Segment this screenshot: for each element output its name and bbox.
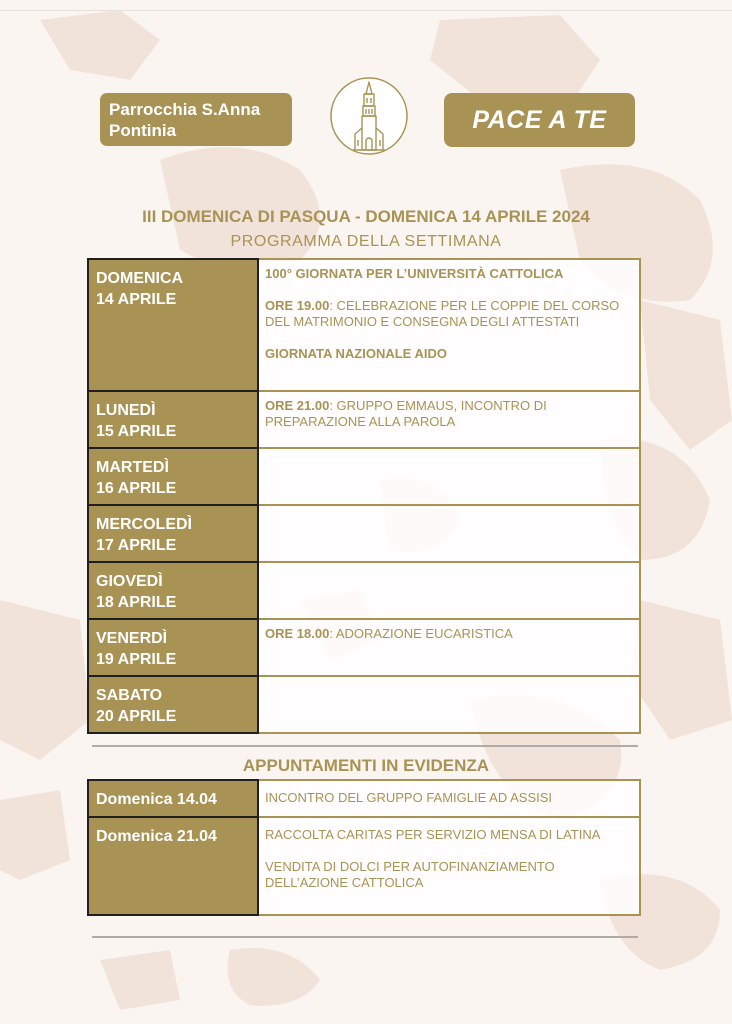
table-row [88, 259, 640, 391]
table-row [88, 817, 640, 915]
day-name: GIOVEDÌ [96, 573, 163, 590]
appointments-title: APPUNTAMENTI IN EVIDENZA [242, 756, 490, 775]
events-cell [258, 619, 640, 676]
events-cell [258, 505, 640, 562]
event-time: ORE 21.00 [265, 398, 330, 413]
event-item [265, 266, 633, 282]
day-cell [88, 676, 258, 733]
event-time: ORE 19.00 [265, 298, 330, 313]
appointment-item: INCONTRO DEL GRUPPO FAMIGLIE AD ASSISI [265, 790, 553, 805]
motto-badge: PACE A TE [444, 93, 635, 147]
day-cell [88, 391, 258, 448]
day-date: 19 APRILE [96, 651, 177, 668]
event-text: : CELEBRAZIONE PER LE COPPIE DEL CORSO DEL MATRIMONIO E CONSEGNA DEGLI ATTESTATI [265, 298, 620, 329]
table-row [88, 448, 640, 505]
table-row [88, 505, 640, 562]
day-date: 17 APRILE [96, 537, 177, 554]
day-cell [88, 448, 258, 505]
event-item [265, 398, 633, 430]
day-cell [88, 562, 258, 619]
events-cell [258, 391, 640, 448]
day-date: 16 APRILE [96, 480, 177, 497]
church-bell-tower-icon [329, 76, 409, 156]
top-divider [0, 10, 732, 11]
parish-town: Pontinia [109, 121, 177, 140]
events-cell [258, 448, 640, 505]
event-item [265, 346, 633, 362]
appointments-table [87, 779, 641, 916]
day-cell [88, 259, 258, 391]
event-text: GIORNATA NAZIONALE AIDO [265, 346, 447, 361]
appointment-date: Domenica 14.04 [88, 780, 258, 817]
table-row [88, 391, 640, 448]
event-item [265, 626, 633, 642]
table-row [88, 619, 640, 676]
event-time: ORE 18.00 [265, 626, 330, 641]
appointment-item: VENDITA DI DOLCI PER AUTOFINANZIAMENTO DELL’AZIONE CATTOLICA [265, 859, 555, 890]
bottom-divider [92, 936, 638, 938]
events-cell [258, 259, 640, 391]
table-row [88, 676, 640, 733]
appointment-events [258, 817, 640, 915]
table-row [88, 562, 640, 619]
day-name: MERCOLEDÌ [96, 516, 192, 533]
day-date: 20 APRILE [96, 708, 177, 725]
day-date: 18 APRILE [96, 594, 177, 611]
page-subtitle: PROGRAMMA DELLA SETTIMANA [230, 233, 502, 250]
day-name: SABATO [96, 687, 163, 704]
section-divider [92, 745, 638, 747]
day-date: 14 APRILE [96, 291, 177, 308]
weekly-program-table [87, 258, 641, 734]
day-date: 15 APRILE [96, 423, 177, 440]
day-name: LUNEDÌ [96, 402, 156, 419]
appointment-events [258, 780, 640, 817]
day-name: VENERDÌ [96, 630, 168, 647]
parish-name: Parrocchia S.Anna [109, 100, 261, 119]
events-cell [258, 676, 640, 733]
events-cell [258, 562, 640, 619]
day-name: DOMENICA [96, 270, 184, 287]
page-title: III DOMENICA DI PASQUA - DOMENICA 14 APRILE 2024 [142, 207, 590, 226]
parish-badge [100, 93, 292, 146]
event-item [265, 298, 633, 330]
event-text: 100° GIORNATA PER L’UNIVERSITÀ CATTOLICA [265, 266, 564, 281]
day-cell [88, 505, 258, 562]
day-cell [88, 619, 258, 676]
day-name: MARTEDÌ [96, 459, 169, 476]
appointment-item: RACCOLTA CARITAS PER SERVIZIO MENSA DI LATINA [265, 827, 601, 842]
appointment-date: Domenica 21.04 [88, 817, 258, 915]
table-row [88, 780, 640, 817]
event-text: : GRUPPO EMMAUS, INCONTRO DI PREPARAZIONE ALLA PAROLA [265, 398, 547, 429]
event-text: : ADORAZIONE EUCARISTICA [329, 626, 513, 641]
